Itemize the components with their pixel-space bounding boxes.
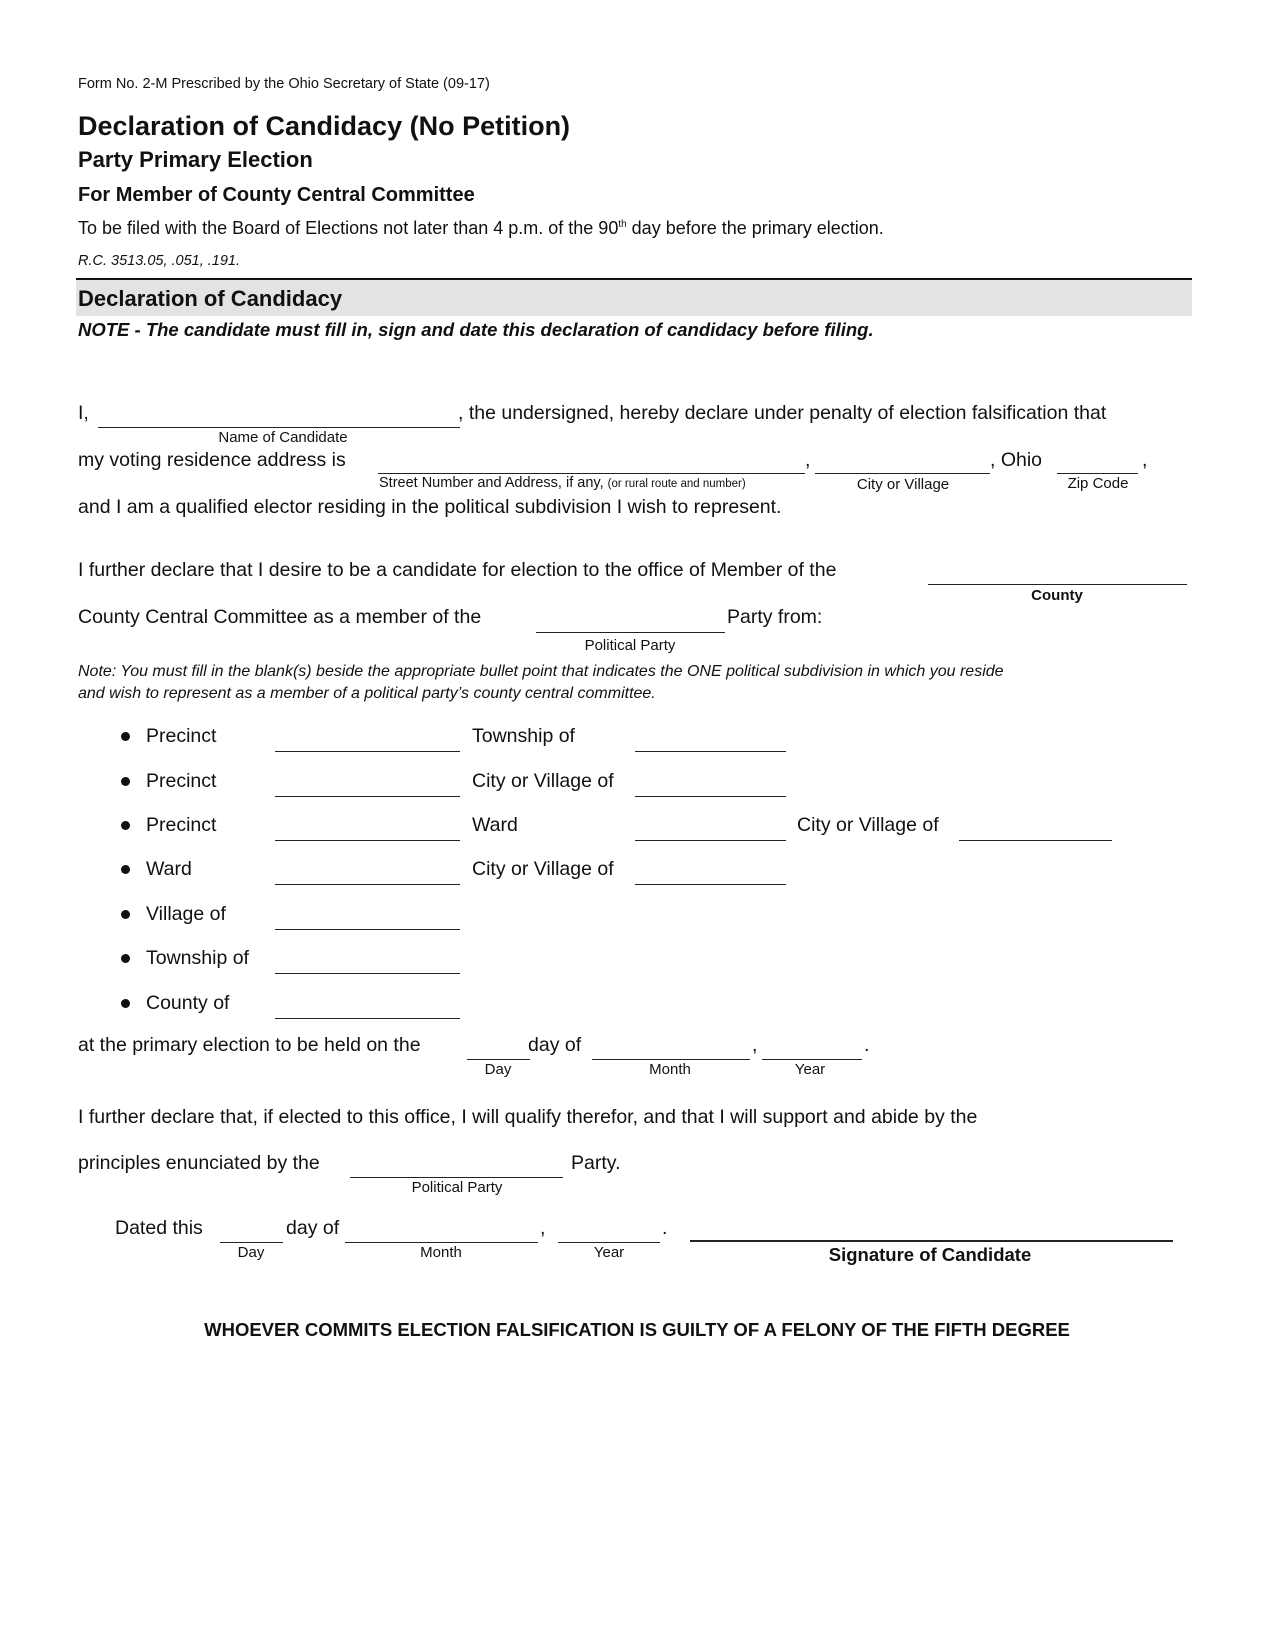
county-field[interactable] (928, 584, 1187, 585)
subdivision-field[interactable] (275, 1018, 460, 1019)
street-address-label (379, 476, 746, 491)
dated-month-field[interactable] (345, 1242, 538, 1243)
signature-field[interactable] (690, 1240, 1173, 1242)
subdivision-label: Precinct (146, 814, 217, 836)
felony-warning: WHOEVER COMMITS ELECTION FALSIFICATION IS GUILTY OF A FELONY OF THE FIFTH DEGREE (204, 1319, 1070, 1340)
committee-text: County Central Committee as a member of the (78, 606, 482, 628)
subdivision-label-2: City or Village of (472, 770, 614, 792)
subdivision-note-line2: and wish to represent as a member of a political party’s county central committee. (78, 685, 656, 702)
bullet-icon (121, 865, 130, 874)
section-note: NOTE - The candidate must fill in, sign and date this declaration of candidacy before filing. (78, 319, 874, 340)
page-subtitle: Party Primary Election (78, 147, 313, 172)
residence-text: my voting residence address is (78, 449, 346, 471)
support-party-field[interactable] (350, 1177, 563, 1178)
support-text: I further declare that, if elected to this office, I will qualify therefor, and that I will support and abide by the (78, 1106, 978, 1128)
month-label: Month (649, 1061, 691, 1078)
statute-reference: R.C. 3513.05, .051, .191. (78, 253, 241, 269)
filing-deadline (78, 219, 884, 237)
undersigned-text: , the undersigned, hereby declare under penalty of election falsification that (458, 402, 1107, 424)
street-label-text: Street Number and Address, if any, (379, 475, 604, 491)
subdivision-label-2: Ward (472, 814, 518, 836)
subdivision-field-2[interactable] (635, 796, 786, 797)
zip-code-label: Zip Code (1067, 475, 1129, 492)
further-declare-text: I further declare that I desire to be a candidate for election to the office of Member of the (78, 559, 837, 581)
day-label: Day (484, 1061, 512, 1078)
comma: , (540, 1217, 546, 1239)
day-of-text: day of (286, 1217, 340, 1239)
party-text: Party. (571, 1152, 621, 1174)
subdivision-field[interactable] (275, 973, 460, 974)
bullet-icon (121, 910, 130, 919)
bullet-icon (121, 821, 130, 830)
subdivision-label: Village of (146, 903, 226, 925)
dated-this-text: Dated this (115, 1217, 203, 1239)
comma: , (1142, 449, 1148, 471)
month-label: Month (420, 1244, 462, 1261)
filing-text: To be filed with the Board of Elections not later than 4 p.m. of the 90 (78, 218, 619, 238)
dated-day-field[interactable] (220, 1242, 283, 1243)
period: . (864, 1034, 870, 1056)
name-of-candidate-label: Name of Candidate (218, 429, 348, 446)
party-from-text: Party from: (727, 606, 823, 628)
subdivision-field-2[interactable] (635, 840, 786, 841)
comma: , (752, 1034, 758, 1056)
election-day-field[interactable] (467, 1059, 530, 1060)
county-label: County (1031, 587, 1083, 604)
day-label: Day (237, 1244, 265, 1261)
subdivision-field-2[interactable] (635, 751, 786, 752)
dated-year-field[interactable] (558, 1242, 660, 1243)
filing-text-end: day before the primary election. (626, 218, 884, 238)
street-label-small: (or rural route and number) (607, 478, 746, 490)
year-label: Year (794, 1061, 826, 1078)
subdivision-field-3[interactable] (959, 840, 1112, 841)
period: . (662, 1217, 668, 1239)
street-address-field[interactable] (378, 473, 805, 474)
signature-label: Signature of Candidate (828, 1244, 1032, 1265)
political-party-label: Political Party (411, 1179, 503, 1196)
year-label: Year (593, 1244, 625, 1261)
election-year-field[interactable] (762, 1059, 862, 1060)
subdivision-label-3: City or Village of (797, 814, 939, 836)
subdivision-field-2[interactable] (635, 884, 786, 885)
form-number: Form No. 2-M Prescribed by the Ohio Secretary of State (09-17) (78, 76, 490, 92)
subdivision-label: Precinct (146, 725, 217, 747)
candidate-name-field[interactable] (98, 427, 460, 428)
subdivision-label-2: City or Village of (472, 858, 614, 880)
subdivision-field[interactable] (275, 884, 460, 885)
subdivision-field[interactable] (275, 751, 460, 752)
day-of-text: day of (528, 1034, 582, 1056)
election-month-field[interactable] (592, 1059, 750, 1060)
page-title: Declaration of Candidacy (No Petition) (78, 111, 571, 141)
city-village-field[interactable] (815, 473, 990, 474)
section-title: Declaration of Candidacy (78, 286, 343, 311)
subdivision-label: Township of (146, 947, 249, 969)
subdivision-note-line1: Note: You must fill in the blank(s) beside the appropriate bullet point that indicates the ONE political subdivision in which you reside (78, 663, 1004, 680)
bullet-icon (121, 999, 130, 1008)
filing-superscript: th (618, 219, 627, 230)
ohio-text: , Ohio (990, 449, 1043, 471)
qualified-elector-text: and I am a qualified elector residing in the political subdivision I wish to represent. (78, 496, 782, 518)
bullet-icon (121, 777, 130, 786)
city-village-label: City or Village (856, 476, 950, 493)
political-party-field[interactable] (536, 632, 725, 633)
subdivision-label-2: Township of (472, 725, 575, 747)
subdivision-label: Ward (146, 858, 192, 880)
zip-code-field[interactable] (1057, 473, 1138, 474)
subdivision-field[interactable] (275, 796, 460, 797)
subdivision-field[interactable] (275, 929, 460, 930)
political-party-label: Political Party (584, 637, 676, 654)
bullet-icon (121, 954, 130, 963)
i-text: I, (78, 402, 89, 424)
subdivision-label: County of (146, 992, 230, 1014)
comma: , (805, 449, 811, 471)
bullet-icon (121, 732, 130, 741)
principles-text: principles enunciated by the (78, 1152, 320, 1174)
subdivision-label: Precinct (146, 770, 217, 792)
subdivision-field[interactable] (275, 840, 460, 841)
office-heading: For Member of County Central Committee (78, 184, 475, 206)
primary-election-text: at the primary election to be held on the (78, 1034, 421, 1056)
